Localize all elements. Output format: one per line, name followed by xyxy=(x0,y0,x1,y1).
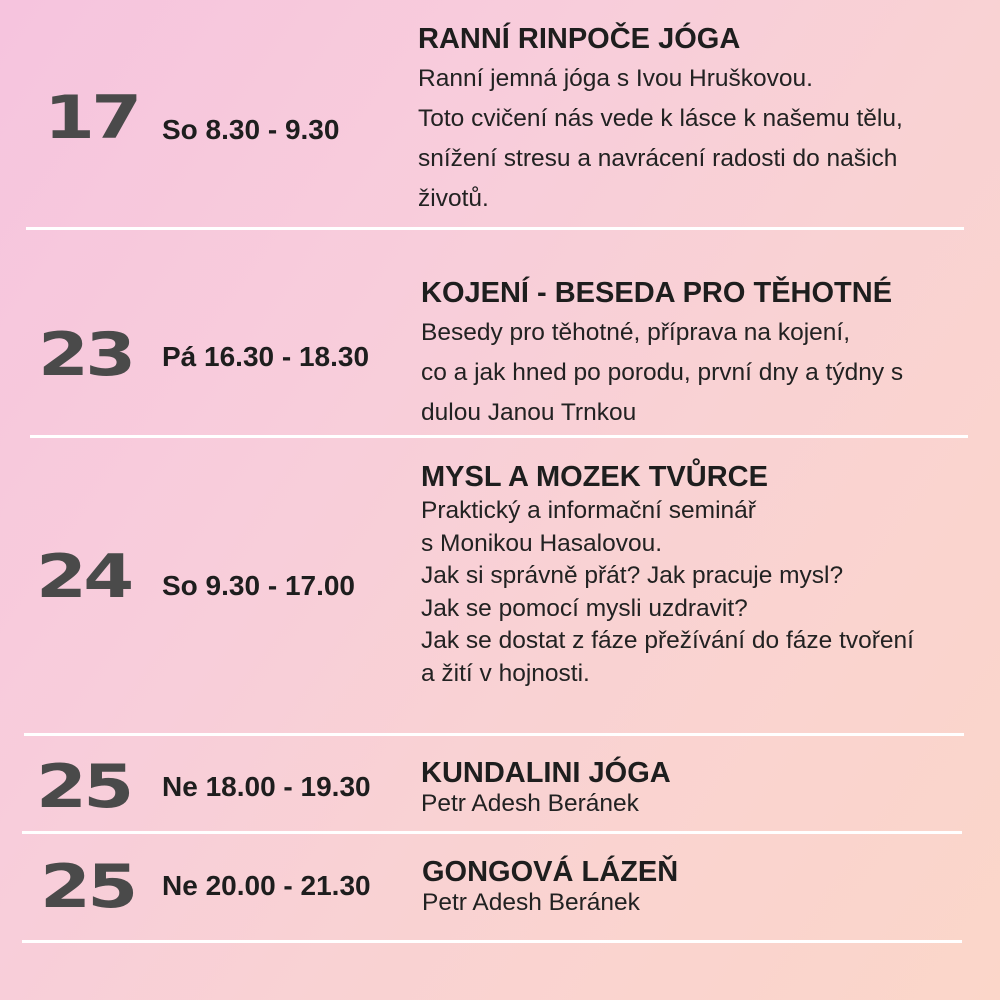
event-description: Besedy pro těhotné, příprava na kojení, co a jak hned po porodu, první dny a týdny s dulou Janou Trnkou xyxy=(421,319,904,426)
event-description: Petr Adesh Beránek xyxy=(421,790,639,817)
event-title: KOJENÍ - BESEDA PRO TĚHOTNÉ xyxy=(421,277,893,309)
event-time: Pá 16.30 - 18.30 xyxy=(162,341,370,372)
event-day: 23 xyxy=(38,320,133,390)
divider xyxy=(22,831,962,834)
divider xyxy=(26,227,964,230)
event-time: So 9.30 - 17.00 xyxy=(162,570,356,601)
event-day: 17 xyxy=(44,83,139,153)
event-time: So 8.30 - 9.30 xyxy=(162,114,340,145)
event-title: RANNÍ RINPOČE JÓGA xyxy=(418,23,741,55)
event-title: GONGOVÁ LÁZEŇ xyxy=(422,856,679,888)
event-day: 25 xyxy=(36,752,131,822)
event-description: Ranní jemná jóga s Ivou Hruškovou. Toto cvičení nás vede k lásce k našemu tělu, snížení stresu a navrácení radosti do našich životů. xyxy=(418,65,903,212)
event-description: Petr Adesh Beránek xyxy=(422,889,640,916)
event-day: 25 xyxy=(40,852,135,922)
divider xyxy=(24,733,964,736)
divider xyxy=(30,435,968,438)
event-time: Ne 18.00 - 19.30 xyxy=(162,771,371,802)
divider xyxy=(22,940,962,943)
event-title: KUNDALINI JÓGA xyxy=(421,757,671,789)
event-day: 24 xyxy=(36,542,131,612)
event-time: Ne 20.00 - 21.30 xyxy=(162,870,371,901)
event-title: MYSL A MOZEK TVŮRCE xyxy=(421,461,768,493)
event-description: Praktický a informační seminář s Monikou Hasalovou. Jak si správně přát? Jak pracuje mysl? Jak se pomocí mysli uzdravit? Jak se dostat z fáze přežívání do fáze tvoření a žití v hojnosti. xyxy=(421,497,914,687)
